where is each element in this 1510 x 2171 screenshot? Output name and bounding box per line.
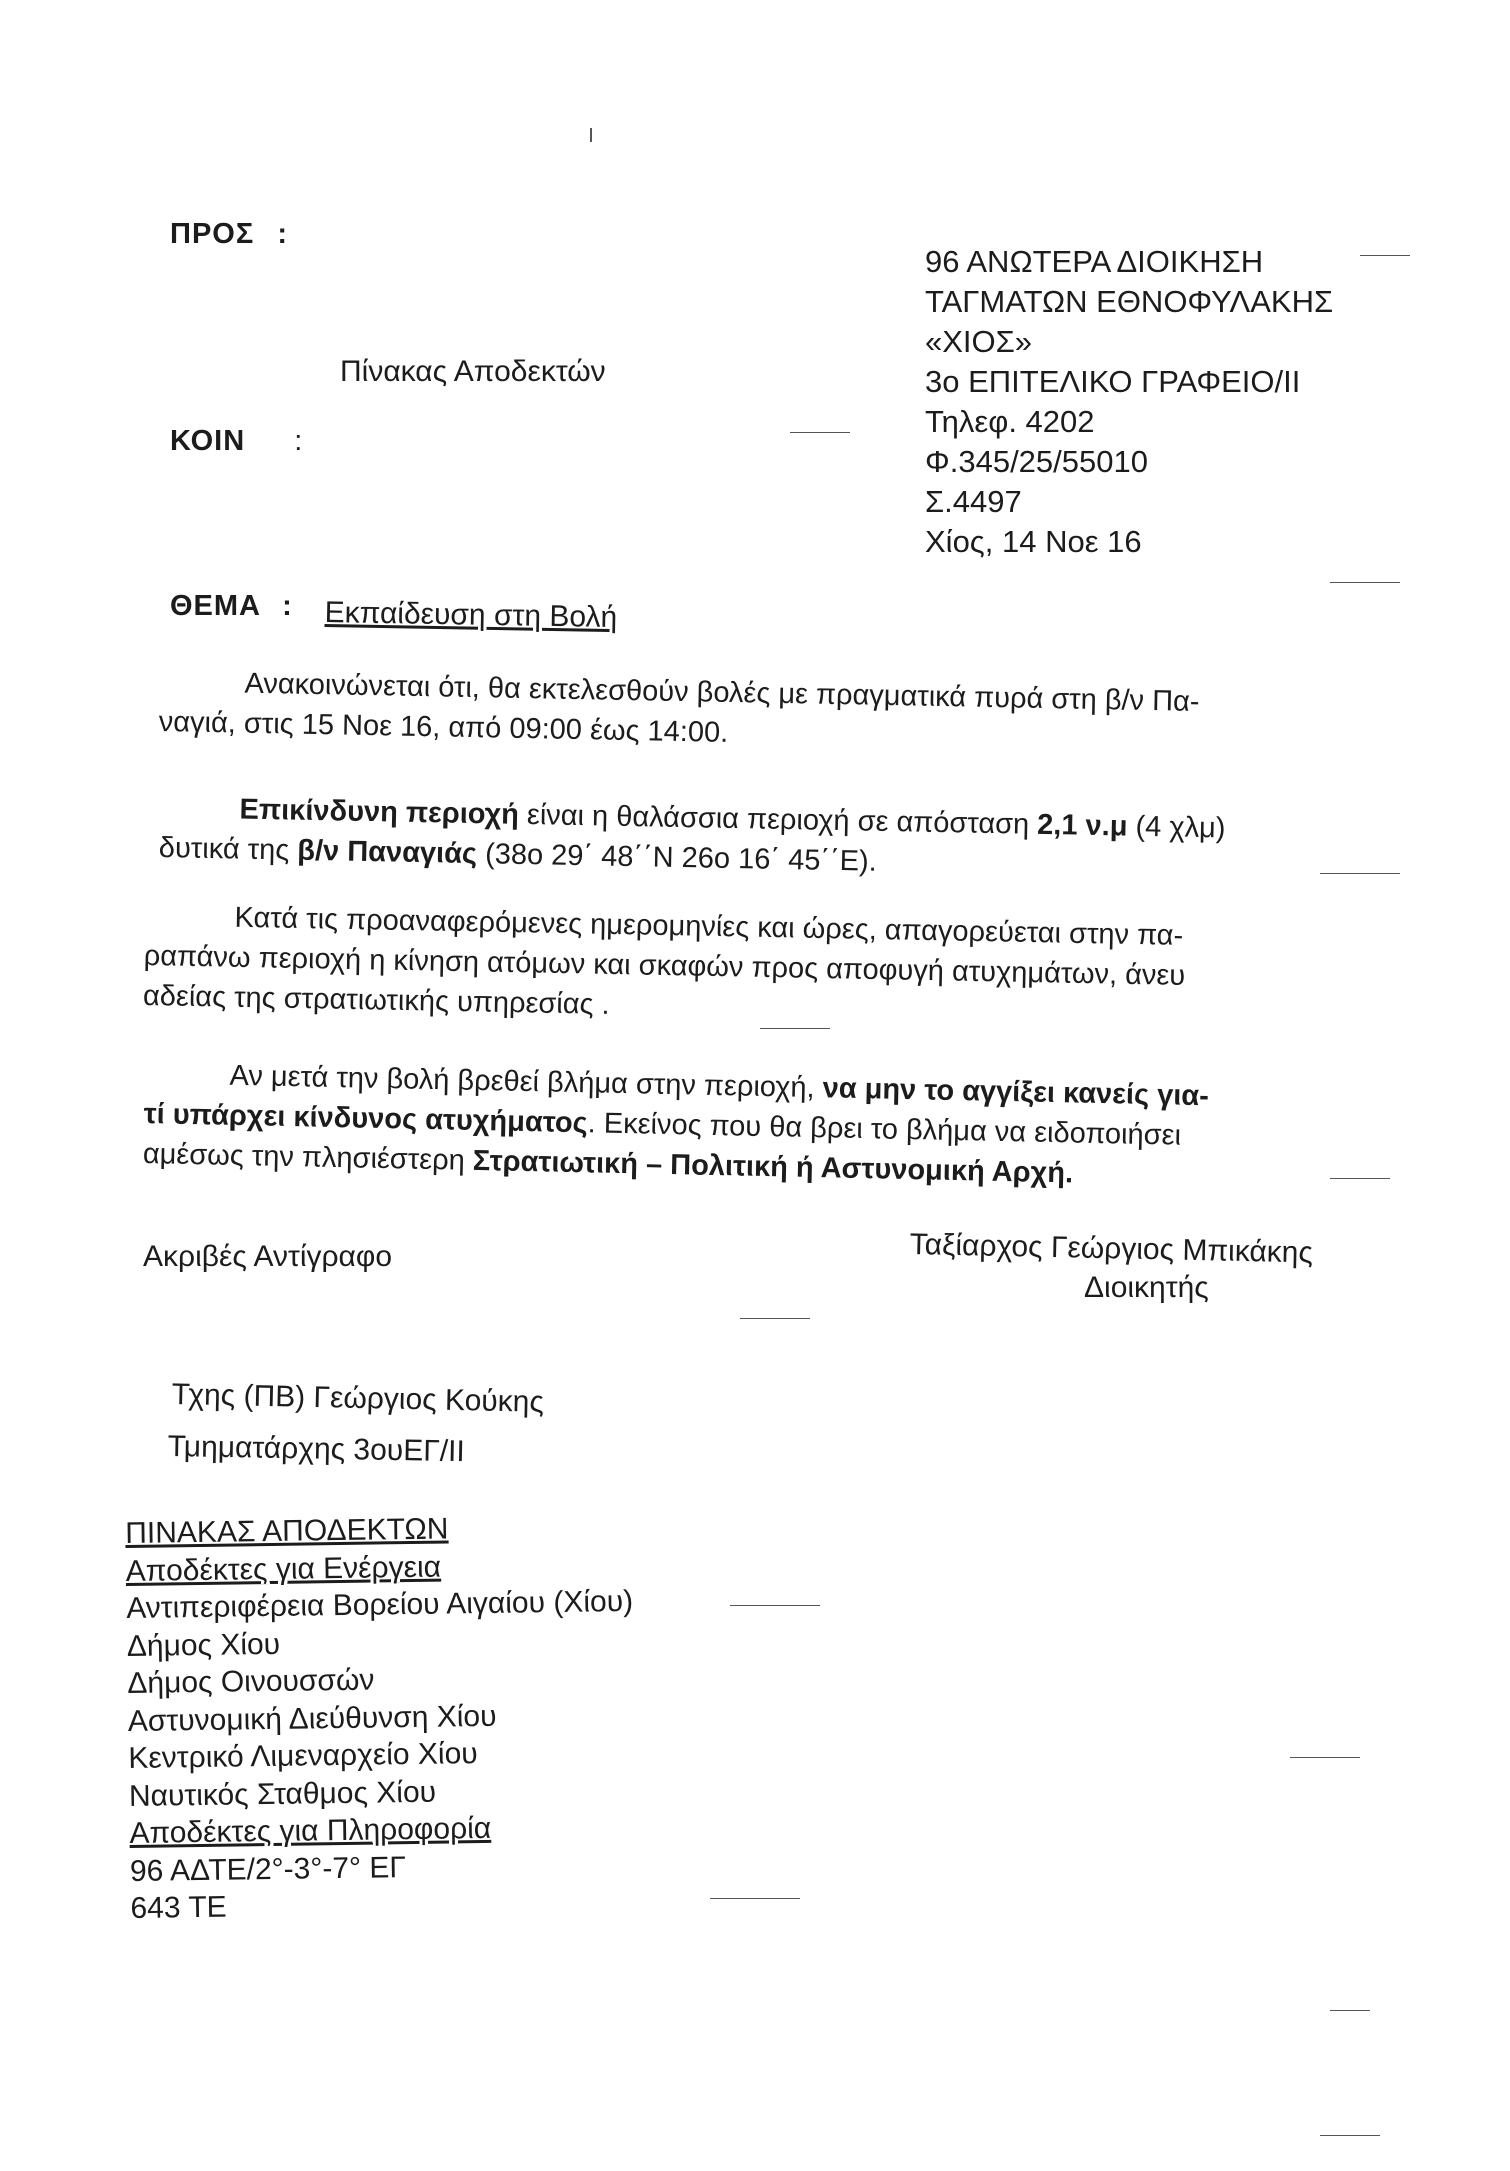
scan-artifact bbox=[590, 128, 592, 142]
list-item: 643 ΤΕ bbox=[130, 1890, 227, 1925]
section-chief-name: Τχης (ΠΒ) Γεώργιος Κούκης bbox=[171, 1378, 545, 1419]
thema-colon: : bbox=[282, 590, 293, 622]
commander-title: Διοικητής bbox=[1084, 1271, 1209, 1304]
paragraph-announcement bbox=[158, 662, 1199, 762]
commander-name: Ταξίαρχος Γεώργιος Μπικάκης bbox=[909, 1228, 1314, 1270]
distribution-title: ΠΙΝΑΚΑΣ ΑΠΟΔΕΚΤΩΝ bbox=[125, 1512, 449, 1550]
sender-line-2: ΤΑΓΜΑΤΩΝ ΕΘΝΟΦΥΛΑΚΗΣ bbox=[925, 284, 1334, 319]
paragraph-restriction bbox=[143, 896, 1187, 1036]
info-recipients-heading: Αποδέκτες για Πληροφορία bbox=[129, 1811, 492, 1850]
scan-artifact bbox=[730, 1605, 820, 1606]
certified-copy-label: Ακριβές Αντίγραφο bbox=[143, 1240, 393, 1273]
letter-date: Χίος, 14 Νοε 16 bbox=[925, 524, 1142, 559]
coordinates: (38ο 29΄ 48΄΄Ν 26ο 16΄ 45΄΄Ε). bbox=[476, 838, 878, 878]
paragraph-line: Ανακοινώνεται ότι, θα εκτελεσθούν βολές με πραγματικά πυρά στη β/ν Πα- bbox=[244, 667, 1200, 718]
paragraph-line: αδείας της στρατιωτικής υπηρεσίας . bbox=[142, 979, 610, 1021]
list-item: Ναυτικός Σταθμος Χίου bbox=[128, 1775, 437, 1813]
paragraph-line: ναγιά, στις 15 Νοε 16, από 09:00 έως 14:00. bbox=[158, 705, 729, 749]
paragraph-projectile-warning bbox=[142, 1054, 1209, 1196]
sender-line-4: 3ο ΕΠΙΤΕΛΙΚΟ ΓΡΑΦΕΙΟ/ΙΙ bbox=[925, 364, 1301, 399]
paragraph-line: Επικίνδυνη περιοχή είναι η θαλάσσια περιοχή σε απόσταση 2,1 ν.μ (4 χλμ) bbox=[239, 793, 1226, 845]
list-item: 96 ΑΔΤΕ/2°-3°-7° ΕΓ bbox=[129, 1850, 407, 1888]
authority-reference: Στρατιωτική – Πολιτική ή Αστυνομική Αρχή. bbox=[472, 1144, 1074, 1190]
sender-phone: Τηλεφ. 4202 bbox=[925, 404, 1095, 439]
distribution-list bbox=[125, 1508, 638, 1928]
paragraph-line: τί υπάρχει κίνδυνος ατυχήματος. Εκείνος που θα βρει το βλήμα να ειδοποιήσει bbox=[143, 1097, 1182, 1152]
subject-line: Εκπαίδευση στη Βολή bbox=[324, 596, 618, 635]
sender-line-1: 96 ΑΝΩΤΕΡΑ ΔΙΟΙΚΗΣΗ bbox=[925, 244, 1264, 279]
action-recipients-heading: Αποδέκτες για Ενέργεια bbox=[125, 1550, 442, 1588]
scan-artifact bbox=[1290, 1757, 1360, 1758]
paragraph-line: αμέσως την πλησιέστερη Στρατιωτική – Πολιτική ή Αστυνομική Αρχή. bbox=[142, 1137, 1074, 1190]
scan-artifact bbox=[1330, 1178, 1390, 1179]
scan-artifact bbox=[1330, 2010, 1370, 2011]
list-item: Δήμος Χίου bbox=[126, 1627, 281, 1663]
list-item: Κεντρικό Λιμεναρχείο Χίου bbox=[128, 1737, 478, 1775]
sender-line-3: «ΧΙΟΣ» bbox=[925, 324, 1033, 359]
location-name: β/ν Παναγιάς bbox=[297, 834, 478, 871]
list-item: Δήμος Οινουσσών bbox=[127, 1663, 375, 1700]
scan-artifact bbox=[1320, 2135, 1380, 2136]
file-number: Φ.345/25/55010 bbox=[925, 444, 1148, 479]
koin-colon: : bbox=[294, 425, 304, 457]
scan-artifact bbox=[710, 1898, 800, 1899]
recipient-reference: Πίνακας Αποδεκτών bbox=[340, 355, 606, 388]
paragraph-danger-zone bbox=[158, 788, 1225, 888]
danger-zone-term: Επικίνδυνη περιοχή bbox=[239, 793, 520, 831]
paragraph-line: Αν μετά την βολή βρεθεί βλήμα στην περιοχή, να μην το αγγίξει κανείς για- bbox=[229, 1059, 1210, 1113]
sender-block bbox=[925, 242, 1333, 562]
koin-label: ΚΟΙΝ : bbox=[170, 425, 304, 457]
scan-artifact bbox=[760, 1028, 830, 1029]
scan-artifact bbox=[1320, 873, 1400, 874]
paragraph-line: δυτικά της β/ν Παναγιάς (38ο 29΄ 48΄΄Ν 26ο 16΄ 45΄΄Ε). bbox=[158, 831, 878, 878]
list-item: Αστυνομική Διεύθυνση Χίου bbox=[127, 1699, 497, 1738]
scan-artifact bbox=[1330, 582, 1400, 583]
paragraph-line: Κατά τις προαναφερόμενες ημερομηνίες και ώρες, απαγορεύεται στην πα- bbox=[234, 901, 1184, 952]
scan-artifact bbox=[740, 1318, 810, 1319]
pros-label: ΠΡΟΣ : bbox=[170, 218, 288, 250]
section-chief-title: Τμηματάρχης 3ουΕΓ/ΙΙ bbox=[167, 1430, 466, 1469]
reference-number: Σ.4497 bbox=[925, 484, 1022, 519]
thema-label: ΘΕΜΑ : bbox=[170, 590, 293, 622]
scan-artifact bbox=[790, 432, 850, 433]
pros-colon: : bbox=[277, 218, 288, 250]
paragraph-line: ραπάνω περιοχή η κίνηση ατόμων και σκαφών προς αποφυγή ατυχημάτων, άνευ bbox=[143, 939, 1186, 992]
distance-value: 2,1 ν.μ bbox=[1036, 808, 1128, 843]
list-item: Αντιπεριφέρεια Βορείου Αιγαίου (Χίου) bbox=[126, 1584, 634, 1625]
scan-artifact bbox=[1360, 255, 1410, 256]
